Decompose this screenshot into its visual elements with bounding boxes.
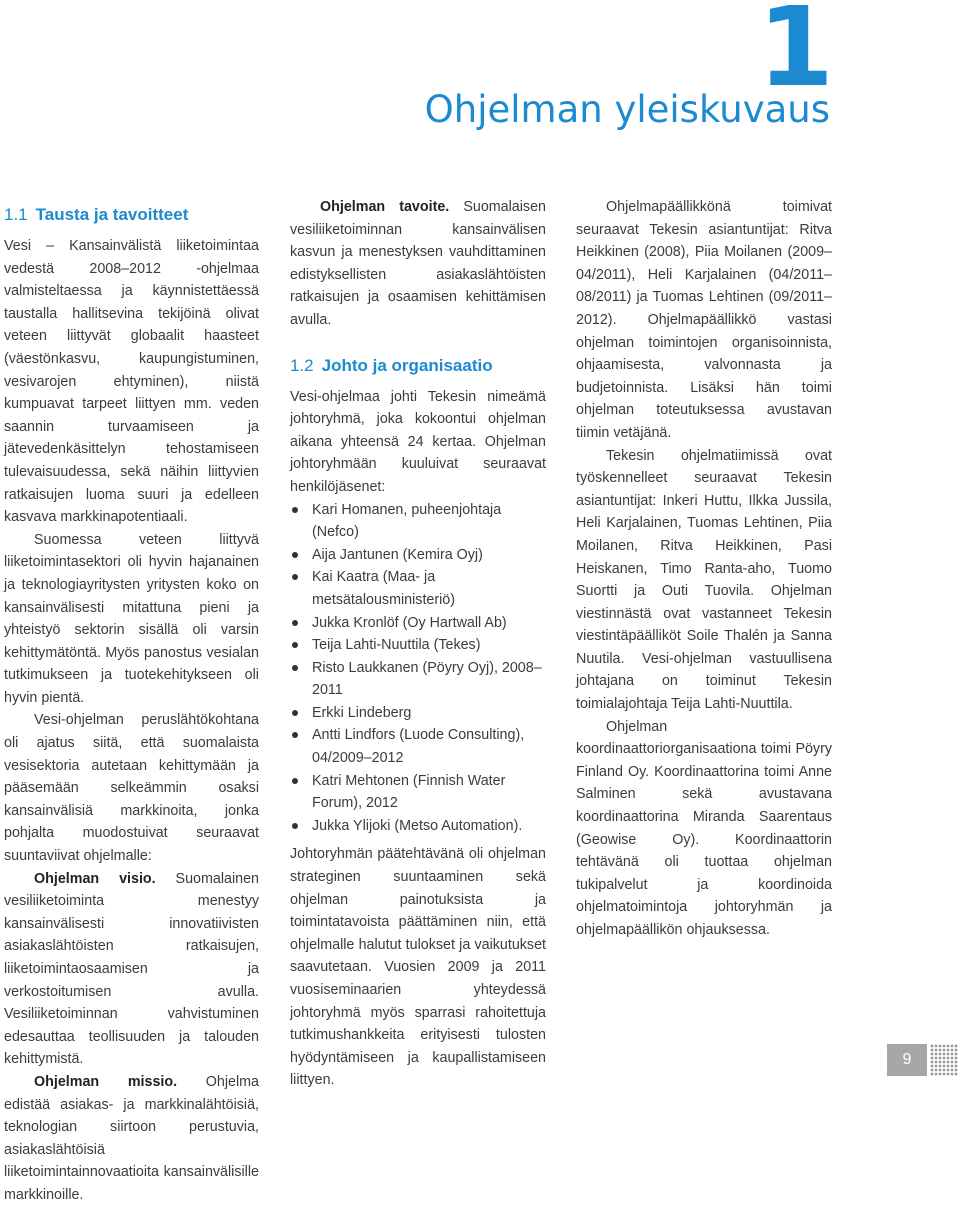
paragraph: Johtoryhmän päätehtävänä oli ohjelman strateginen suuntaaminen sekä ohjelman painotuksista ja toimintatavoista päättäminen niin, että ohjelmalle halutut tulokset ja vaikutukset saavutetaan. Vuosien 2009 ja 2011 vuosiseminaarien yhteydessä johtoryhmä myös sparrasi rahoitettuja tutkimushankkeita erityisesti tulosten hyödyntämiseen ja kaupallistamiseen liittyen. — [290, 846, 546, 1089]
goals-text: Suomalaisen vesiliiketoiminnan kansainvälisen kasvun ja menestyksen vauhdittaminen edistyksellisten asiakaslähtöisten ratkaisujen ja osaamisen kehittämisen avulla. — [290, 199, 546, 328]
mission-paragraph — [4, 1071, 259, 1207]
vision-label: Ohjelman visio. — [34, 870, 156, 887]
list-item: Aija Jantunen (Kemira Oyj) — [290, 544, 546, 567]
column-3 — [576, 196, 832, 942]
section-title: Tausta ja tavoitteet — [35, 205, 189, 224]
member-list — [290, 499, 546, 838]
list-item: Kari Homanen, puheenjohtaja (Nefco) — [290, 499, 546, 544]
paragraph: Tekesin ohjelmatiimissä ovat työskennelleet seuraavat Tekesin asiantuntijat: Inkeri Huttu, Ilkka Jussila, Heli Karjalainen, Tuomas Lehtinen, Piia Moilanen, Ritva Heikkinen, Pasi Heiskanen, Timo Ranta-aho, Tuomo Suortti ja Outi Tuovila. Ohjelman viestinnästä ovat vastanneet Tekesin viestintäpäälliköt Soile Thalén ja Sanna Nuutila. Vesi-ohjelman vastuullisena johtajana on toiminut Tekesin toimialajohtaja Teija Lahti-Nuuttila. — [576, 447, 832, 713]
page-number: 9 — [887, 1044, 927, 1076]
list-item: Jukka Kronlöf (Oy Hartwall Ab) — [290, 612, 546, 635]
paragraph: Ohjelman koordinaattoriorganisaationa toimi Pöyry Finland Oy. Koordinaattorina toimi Anne Salminen sekä avustavana koordinaattorina Miranda Saarentaus (Geowise Oy). Koordinaattorin tehtävänä oli tuottaa ohjelman tukipalvelut ja koordinoida ohjelmatoimintoja johtoryhmän ja ohjelmapäällikön ohjauksessa. — [576, 718, 832, 938]
column-1 — [4, 203, 259, 1207]
paragraph: Vesi-ohjelmaa johti Tekesin nimeämä johtoryhmä, joka kokoontui ohjelman aikana yhteensä 24 kertaa. Ohjelman johtoryhmään kuuluivat seuraavat henkilöjäsenet: — [290, 388, 546, 495]
list-item: Antti Lindfors (Luode Consulting), 04/2009–2012 — [290, 724, 546, 769]
mission-label: Ohjelman missio. — [34, 1073, 178, 1090]
list-item: Risto Laukkanen (Pöyry Oyj), 2008–2011 — [290, 657, 546, 702]
section-heading-1-2 — [290, 354, 546, 378]
list-item: Erkki Lindeberg — [290, 702, 546, 725]
section-number: 1.1 — [4, 205, 28, 224]
mission-text: Ohjelma edistää asiakas- ja markkinalähtöisiä, teknologian siirtoon perustuvia, asiakaslähtöisiä liiketoimintainnovaatioita kansainvälisille markkinoille. — [4, 1073, 259, 1203]
section-title: Johto ja organisaatio — [321, 355, 493, 375]
paragraph: Vesi-ohjelman peruslähtökohtana oli ajatus siitä, että suomalaista vesisektoria autetaan kehittymään ja pääsemään selkeämmin osaksi kansainvälisiä markkinoita, jonka pohjalta muodostuivat seuraavat suuntaviivat ohjelmalle: — [4, 712, 259, 865]
list-item: Jukka Ylijoki (Metso Automation). — [290, 815, 546, 838]
paragraph: Ohjelmapäällikkönä toimivat seuraavat Tekesin asiantuntijat: Ritva Heikkinen (2008), Piia Moilanen (2009–04/2011), Heli Karjalainen (04/2011–08/2011) ja Tuomas Lehtinen (09/2011–2012). Ohjelmapäällikkö vastasi ohjelman toimintojen organisoinnista, ohjaamisesta, valvonnasta ja budjetoinnista. Lisäksi hän toimi ohjelman toteutuksessa avustavan tiimin vetäjänä. — [576, 199, 832, 441]
list-item: Kai Kaatra (Maa- ja metsätalousministeriö) — [290, 566, 546, 611]
chapter-number: 1 — [757, 0, 830, 111]
goals-label: Ohjelman tavoite. — [320, 199, 450, 215]
goals-paragraph — [290, 196, 546, 332]
paragraph: Suomessa veteen liittyvä liiketoimintasektori oli hyvin hajanainen ja teknologiayritysten yritysten koko on kansainvälisesti mitattuna pieni ja yhteistyö sektorin sisällä oli varsin kehittymätöntä. Myös panostus vesialan tutkimukseen ja tuotekehitykseen oli hyvin pientä. — [4, 531, 259, 706]
section-number: 1.2 — [290, 355, 314, 375]
section-heading-1-1 — [4, 203, 259, 227]
vision-paragraph — [4, 868, 259, 1071]
list-item: Teija Lahti-Nuuttila (Tekes) — [290, 634, 546, 657]
vision-text: Suomalainen vesiliiketoiminta menestyy kansainvälisesti innovatiivisten asiakaslähtöisten ratkaisujen, liiketoimintaosaamisen ja verkostoitumisen avulla. Vesiliiketoiminnan vahvistuminen edesauttaa teollisuuden ja talouden kehittymistä. — [4, 870, 259, 1068]
paragraph: Vesi – Kansainvälistä liiketoimintaa vedestä 2008–2012 -ohjelmaa valmisteltaessa ja käynnistettäessä taustalla hallitsevina tekijöinä olivat veteen liittyvät globaalit haasteet (väestönkasvu, kaupungistuminen, vesivarojen ehtyminen), niistä kumpuavat tarpeet liittyen mm. veden saannin turvaamiseen ja jätevedenkäsittelyn tehostamiseen tulevaisuudessa, sekä näihin liittyvien ratkaisujen luoma suuri ja edelleen kasvava markkinapotentiaali. — [4, 238, 259, 526]
column-2 — [290, 196, 546, 1092]
chapter-title: Ohjelman yleiskuvaus — [424, 88, 830, 131]
list-item: Katri Mehtonen (Finnish Water Forum), 2012 — [290, 770, 546, 815]
dot-pattern-decoration — [930, 1044, 958, 1076]
